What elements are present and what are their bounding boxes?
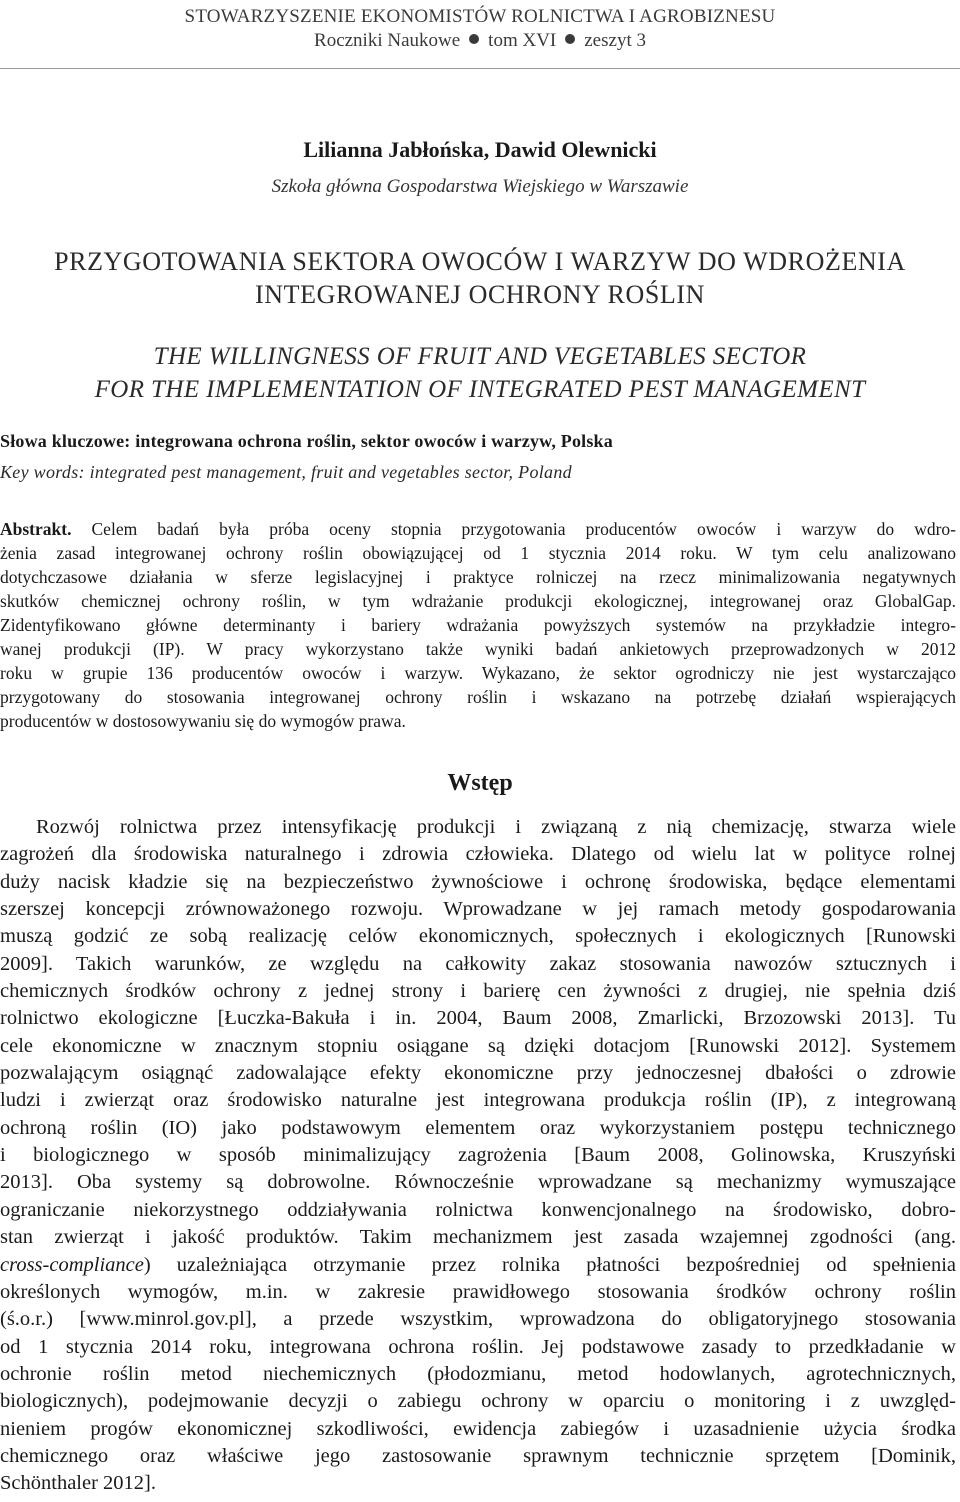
abstract-line: dotychczasowe działania w sferze legislacyjnej i praktyce rolniczej na rzecz minimalizowania negatywnych <box>0 567 956 587</box>
affiliation: Szkoła główna Gospodarstwa Wiejskiego w Warszawie <box>271 176 689 197</box>
body-line: Schönthaler 2012]. <box>0 1472 156 1495</box>
title-polish <box>0 245 960 311</box>
abstract-line: żenia zasad integrowanej ochrony roślin obowiązującej od 1 stycznia 2014 roku. W tym celu analizowano <box>0 543 956 563</box>
body-line: ochronie roślin metod niechemicznych (płodozmianu, metod hodowlanych, agrotechnicznych, <box>0 1362 956 1385</box>
bullet-icon <box>565 34 575 44</box>
body-line: chemicznego oraz właściwe jego zastosowanie sprawnym technicznie sprzętem [Dominik, <box>0 1444 956 1467</box>
abstract-line: Zidentyfikowano główne determinanty i bariery wdrażania powyższych systemów na przykładzie integro- <box>0 615 956 635</box>
authors: Lilianna Jabłońska, Dawid Olewnicki <box>303 137 657 162</box>
title-line: INTEGROWANEJ OCHRONY ROŚLIN <box>255 280 705 309</box>
series-name: Roczniki Naukowe <box>314 30 461 51</box>
body-line: zagrożeń dla środowiska naturalnego i zdrowia człowieka. Dlatego od wielu lat w polityce rolnej <box>0 843 956 866</box>
body-line: szerszej koncepcji zrównoważonego rozwoju. Wprowadzane w jej ramach metody gospodarowania <box>0 898 956 921</box>
abstract-line: producentów w dostosowywaniu się do wymogów prawa. <box>0 711 406 731</box>
body-line: rolnictwo ekologiczne [Łuczka-Bakuła i in. 2004, Baum 2008, Zmarlicki, Brzozowski 2013]. Tu <box>0 1007 956 1030</box>
body-line: ograniczanie niekorzystnego oddziaływania rolnictwa konwencjonalnego na środowisko, dobro- <box>0 1198 956 1221</box>
body-line: pozwalającym osiągnąć zadowalające efekty ekonomiczne przy jednoczesnej dbałości o zdrowie <box>0 1062 956 1085</box>
title-line: PRZYGOTOWANIA SEKTORA OWOCÓW I WARZYW DO WDROŻENIA <box>54 247 906 276</box>
abstract-line: roku w grupie 136 producentów owoców i warzyw. Wykazano, że sektor ogrodniczy nie jest wystarczająco <box>0 663 956 683</box>
abstract-line: przygotowany do stosowania integrowanej ochrony roślin i wskazano na potrzebę działań wspierających <box>0 687 956 707</box>
bullet-icon <box>469 34 479 44</box>
body-line: biologicznych), podejmowanie decyzji o zabiegu ochrony w oparciu o monitoring i z uwzględ- <box>0 1390 956 1413</box>
abstract-line: skutków chemicznej ochrony roślin, w tym wdrażanie produkcji ekologicznej, integrowanej oraz GlobalGap. <box>0 591 956 611</box>
title-english <box>0 340 960 406</box>
body-line: nieniem progów ekonomicznej szkodliwości, ewidencja zabiegów i uzasadnienie użycia środka <box>0 1417 956 1440</box>
abstract <box>0 517 956 733</box>
introduction-body <box>0 814 956 1498</box>
society-name: STOWARZYSZENIE EKONOMISTÓW ROLNICTWA I AGROBIZNESU <box>184 6 776 27</box>
journal-series <box>0 30 960 52</box>
keywords-polish: Słowa kluczowe: integrowana ochrona roślin, sektor owoców i warzyw, Polska <box>0 431 613 451</box>
body-line: określonych wymogów, m.in. w zakresie prawidłowego stosowania środków ochrony roślin <box>0 1280 956 1303</box>
abstract-label: Abstrakt. <box>0 519 72 539</box>
title-line: THE WILLINGNESS OF FRUIT AND VEGETABLES SECTOR <box>153 343 807 370</box>
body-line: duży nacisk kładzie się na bezpieczeństwo żywnościowe i ochronę środowiska, będące elementami <box>0 870 956 893</box>
body-line: muszą godzić ze sobą realizację celów ekonomicznych, społecznych i ekologicznych [Runowski <box>0 925 956 948</box>
body-line: (ś.o.r.) [www.minrol.gov.pl], a przede wszystkim, wprowadzona do obligatoryjnego stosowania <box>0 1308 956 1331</box>
section-heading: Wstęp <box>447 770 513 796</box>
header-divider <box>0 68 960 69</box>
body-line: 2013]. Oba systemy są dobrowolne. Równocześnie wprowadzane są mechanizmy wymuszające <box>0 1171 956 1194</box>
issue-number: zeszyt 3 <box>584 30 646 51</box>
term-cross-compliance: cross-compliance <box>0 1253 144 1276</box>
body-line: cele ekonomiczne w znacznym stopniu osiągane są dzięki dotacjom [Runowski 2012]. Systemem <box>0 1034 956 1057</box>
abstract-line <box>0 517 956 541</box>
body-line <box>0 1252 956 1279</box>
volume-number: tom XVI <box>488 30 557 51</box>
body-line: od 1 stycznia 2014 roku, integrowana ochrona roślin. Jej podstawowe zasady to przedkładanie w <box>0 1335 956 1358</box>
body-line: ludzi i zwierząt oraz środowisko naturalne jest integrowana produkcja roślin (IP), z integrowaną <box>0 1089 956 1112</box>
body-line-rest: ) uzależniająca otrzymanie przez rolnika płatności bezpośredniej od spełnienia <box>143 1253 956 1276</box>
body-line: ochroną roślin (IO) jako podstawowym elementem oraz wykorzystaniem postępu technicznego <box>0 1116 956 1139</box>
body-line: 2009]. Takich warunków, ze względu na całkowity zakaz stosowania nawozów sztucznych i <box>0 952 956 975</box>
body-line: chemicznych środków ochrony z jednej strony i barierę cen żywności z drugiej, nie spełnia dziś <box>0 980 956 1003</box>
title-line: FOR THE IMPLEMENTATION OF INTEGRATED PEST MANAGEMENT <box>94 376 866 403</box>
body-line: Rozwój rolnictwa przez intensyfikację produkcji i związaną z nią chemizację, stwarza wiele <box>36 816 956 838</box>
abstract-text: Celem badań była próba oceny stopnia przygotowania producentów owoców i warzyw do wdro- <box>71 519 956 539</box>
keywords-english: Key words: integrated pest management, fruit and vegetables sector, Poland <box>0 462 572 482</box>
body-line: stan zwierząt i jakość produktów. Takim mechanizmem jest zasada wzajemnej zgodności (ang. <box>0 1226 956 1249</box>
body-line: i biologicznego w sposób minimalizujący zagrożenia [Baum 2008, Golinowska, Kruszyński <box>0 1144 956 1167</box>
abstract-line: wanej produkcji (IP). W pracy wykorzystano także wyniki badań ankietowych przeprowadzonych w 2012 <box>0 639 956 659</box>
